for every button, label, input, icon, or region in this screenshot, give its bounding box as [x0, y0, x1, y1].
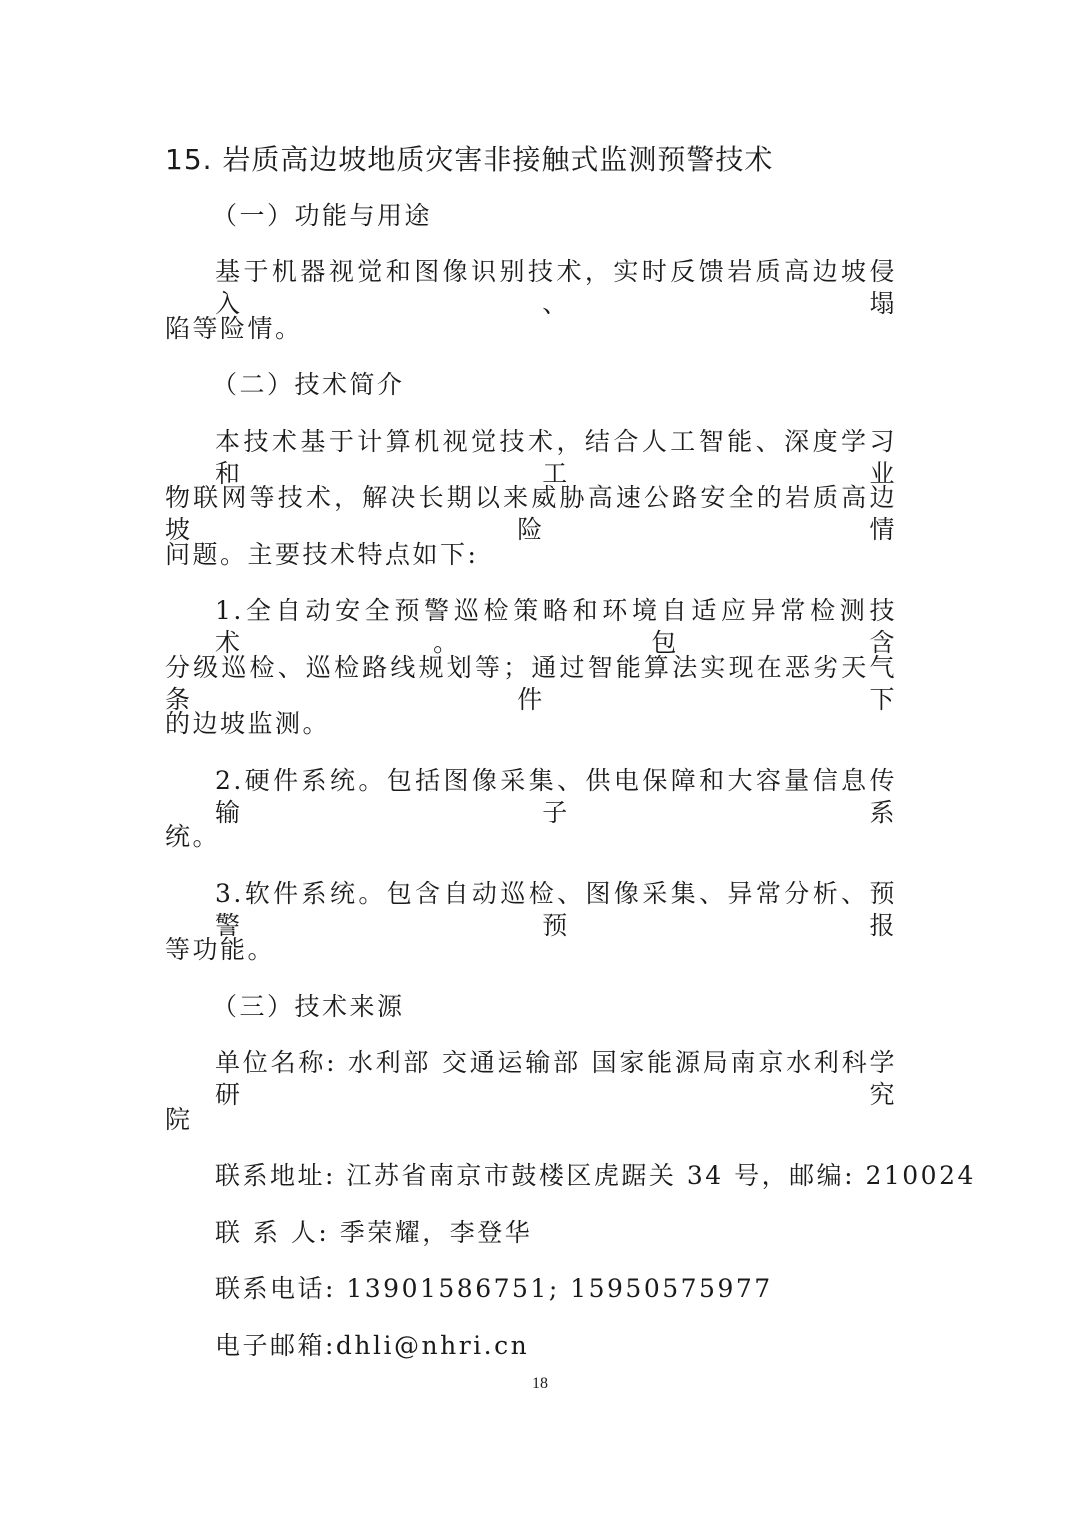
- page-number: 18: [532, 1375, 548, 1392]
- list-item-line: 分级巡检、巡检路线规划等；通过智能算法实现在恶劣天气条件下: [165, 653, 897, 714]
- heading-tech-intro: （二）技术简介: [212, 370, 405, 399]
- list-item-line: 1.全自动安全预警巡检策略和环境自适应异常检测技术。包含: [215, 596, 897, 657]
- contact-person: 联 系 人: 季荣耀，李登华: [215, 1218, 533, 1247]
- unit-name-line: 单位名称: 水利部 交通运输部 国家能源局南京水利科学研究: [215, 1048, 897, 1109]
- unit-name-line: 院: [165, 1105, 193, 1134]
- list-item-line: 3.软件系统。包含自动巡检、图像采集、异常分析、预警预报: [215, 879, 897, 940]
- paragraph-line: 问题。主要技术特点如下:: [165, 540, 479, 569]
- heading-function-and-use: （一）功能与用途: [212, 201, 433, 230]
- list-item-line: 统。: [165, 822, 221, 851]
- paragraph-line: 基于机器视觉和图像识别技术，实时反馈岩质高边坡侵入、塌: [215, 257, 897, 318]
- section-title: 15. 岩质高边坡地质灾害非接触式监测预警技术: [165, 143, 774, 176]
- list-item-line: 2.硬件系统。包括图像采集、供电保障和大容量信息传输子系: [215, 766, 897, 827]
- list-item-line: 的边坡监测。: [165, 709, 331, 738]
- paragraph-line: 本技术基于计算机视觉技术，结合人工智能、深度学习和工业: [215, 427, 897, 488]
- paragraph-line: 物联网等技术，解决长期以来威胁高速公路安全的岩质高边坡险情: [165, 483, 897, 544]
- paragraph-line: 陷等险情。: [165, 314, 303, 343]
- heading-tech-source: （三）技术来源: [212, 992, 405, 1021]
- list-item-line: 等功能。: [165, 935, 276, 964]
- contact-phone: 联系电话: 13901586751; 15950575977: [215, 1274, 773, 1303]
- contact-email: 电子邮箱:dhli@nhri.cn: [215, 1331, 530, 1360]
- contact-address: 联系地址: 江苏省南京市鼓楼区虎踞关 34 号，邮编: 210024: [215, 1161, 976, 1190]
